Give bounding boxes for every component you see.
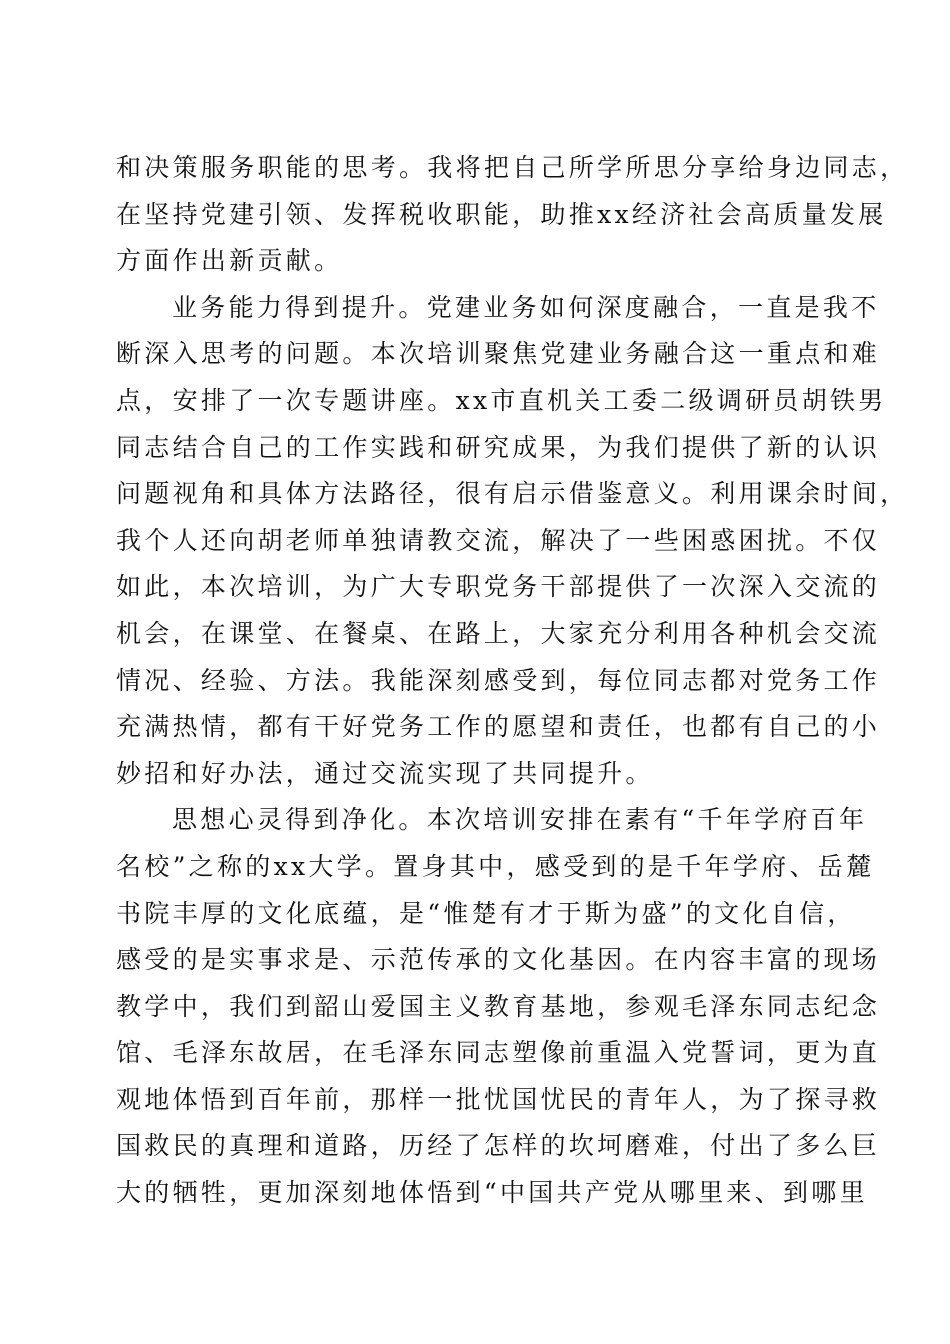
- paragraph-2-line-4: 同志结合自己的工作实践和研究成果，为我们提供了新的认识: [116, 432, 881, 462]
- paragraph-3-line-7: 观地体悟到百年前，那样一批忧国忧民的青年人，为了探寻救: [116, 1084, 881, 1114]
- paragraph-3-line-1: 思想心灵得到净化。本次培训安排在素有“千年学府百年: [172, 805, 868, 835]
- paragraph-3-line-9: 大的牺牲，更加深刻地体悟到“中国共产党从哪里来、到哪里: [116, 1178, 868, 1208]
- paragraph-2-line-5: 问题视角和具体方法路径，很有启示借鉴意义。利用课余时间，: [116, 479, 909, 509]
- paragraph-2-line-9: 情况、经验、方法。我能深刻感受到，每位同志都对党务工作: [116, 665, 881, 695]
- paragraph-1-line-3: 方面作出新贡献。: [116, 246, 343, 276]
- paragraph-1-line-1: 和决策服务职能的思考。我将把自己所学所思分享给身边同志，: [116, 153, 909, 182]
- paragraph-2-line-10: 充满热情，都有干好党务工作的愿望和责任，也都有自己的小: [116, 712, 881, 742]
- paragraph-3-line-8: 国救民的真理和道路，历经了怎样的坎坷磨难，付出了多么巨: [116, 1131, 881, 1161]
- paragraph-1-line-2: 在坚持党建引领、发挥税收职能，助推xx经济社会高质量发展: [116, 199, 887, 229]
- paragraph-2-line-8: 机会，在课堂、在餐桌、在路上，大家充分利用各种机会交流: [116, 618, 881, 648]
- paragraph-2-line-7: 如此，本次培训，为广大专职党务干部提供了一次深入交流的: [116, 572, 881, 602]
- paragraph-3-line-3: 书院丰厚的文化底蕴，是“惟楚有才于斯为盛”的文化自信，: [116, 898, 856, 928]
- paragraph-3-line-5: 教学中，我们到韶山爱国主义教育基地，参观毛泽东同志纪念: [116, 991, 881, 1021]
- paragraph-2-line-2: 断深入思考的问题。本次培训聚焦党建业务融合这一重点和难: [116, 339, 881, 369]
- paragraph-3-line-6: 馆、毛泽东故居，在毛泽东同志塑像前重温入党誓词，更为直: [116, 1038, 881, 1068]
- paragraph-2-line-6: 我个人还向胡老师单独请教交流，解决了一些困惑困扰。不仅: [116, 525, 881, 555]
- paragraph-2-line-11: 妙招和好办法，通过交流实现了共同提升。: [116, 758, 654, 788]
- paragraph-2-line-1: 业务能力得到提升。党建业务如何深度融合，一直是我不: [172, 292, 880, 322]
- paragraph-3-line-2: 名校”之称的xx大学。置身其中，感受到的是千年学府、岳麓: [116, 851, 875, 881]
- document-body: [116, 145, 909, 1217]
- paragraph-3-line-4: 感受的是实事求是、示范传承的文化基因。在内容丰富的现场: [116, 945, 881, 975]
- paragraph-2-line-3: 点，安排了一次专题讲座。xx市直机关工委二级调研员胡铁男: [116, 385, 887, 415]
